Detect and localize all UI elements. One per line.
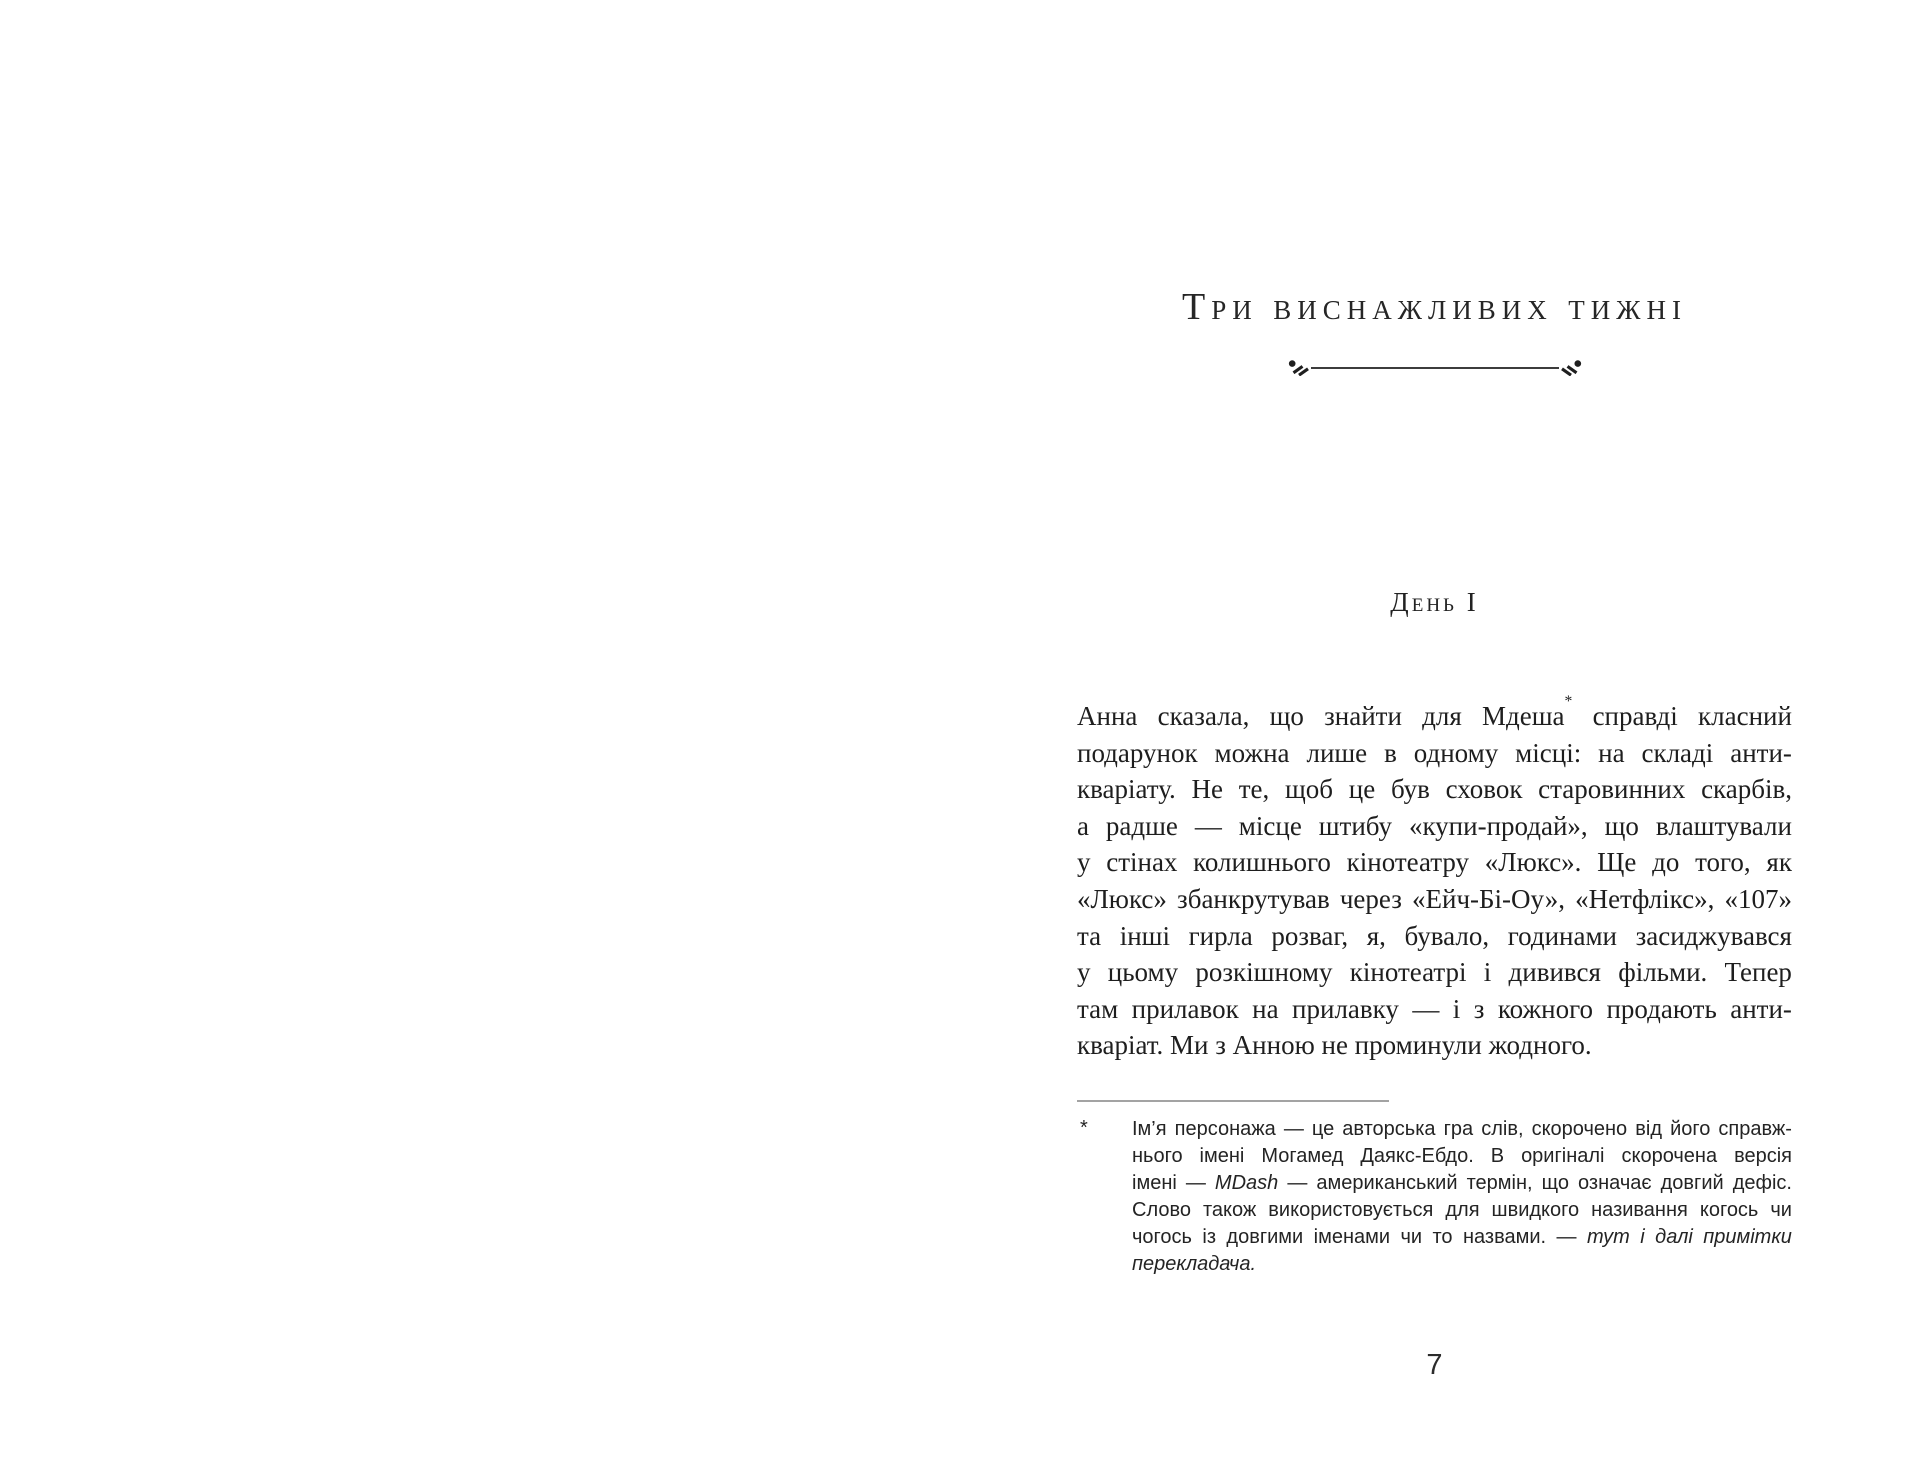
body-line: «Люкс» збанкрутував через «Ейч-Бі-Оу», «Нетфлікс», «107» xyxy=(1077,883,1792,914)
footnote-line: Ім’я персонажа — це авторська гра слів, скорочено від його справж- xyxy=(1132,1118,1792,1140)
footnote-marker: * xyxy=(1080,1117,1088,1139)
chapter-title: Три виснажливих тижні xyxy=(1182,286,1687,328)
body-line: кваріат. Ми з Анною не проминули жодного. xyxy=(1077,1030,1592,1061)
body-line: а радше — місце штибу «купи-продай», що влаштували xyxy=(1077,810,1792,841)
section-divider xyxy=(1077,359,1792,376)
page-number: 7 xyxy=(1426,1349,1443,1381)
divider-line xyxy=(1311,367,1559,369)
divider-inner xyxy=(1288,359,1582,376)
body-line: у стінах колишнього кінотеатру «Люкс». Ще до того, як xyxy=(1077,847,1792,878)
footnote-text xyxy=(1077,1116,1792,1278)
body-line: кваріату. Не те, щоб це був сховок старовинних скарбів, xyxy=(1077,774,1792,805)
footnote-rule xyxy=(1077,1100,1389,1102)
body-paragraph xyxy=(1077,693,1792,1064)
flourish-swash-icon xyxy=(1559,359,1582,376)
body-line: у цьому розкішному кінотеатрі і дивився фільми. Тепер xyxy=(1077,957,1792,988)
flourish-swash-icon xyxy=(1288,359,1311,376)
footnote-line: перекладача. xyxy=(1132,1253,1257,1275)
body-line: та інші гирла розваг, я, бувало, годинами засиджувався xyxy=(1077,920,1792,951)
footnote-line: імені — MDash — американський термін, що означає довгий дефіс. xyxy=(1132,1172,1792,1194)
footnote-line: чогось із довгими іменами чи то назвами. — тут і далі примітки xyxy=(1132,1226,1792,1248)
body-line: там прилавок на прилавку — і з кожного продають анти- xyxy=(1077,993,1792,1024)
footnote-reference: * xyxy=(1564,693,1573,711)
section-heading: День І xyxy=(1390,587,1479,617)
footnote-line: Слово також використовується для швидкого називання когось чи xyxy=(1132,1199,1792,1221)
body-line: Анна сказала, що знайти для Мдеша* справді класний xyxy=(1077,693,1792,731)
body-line: подарунок можна лише в одному місці: на складі анти- xyxy=(1077,737,1792,768)
footnote-line: нього імені Могамед Даякс-Ебдо. В оригіналі скорочена версія xyxy=(1132,1145,1792,1167)
